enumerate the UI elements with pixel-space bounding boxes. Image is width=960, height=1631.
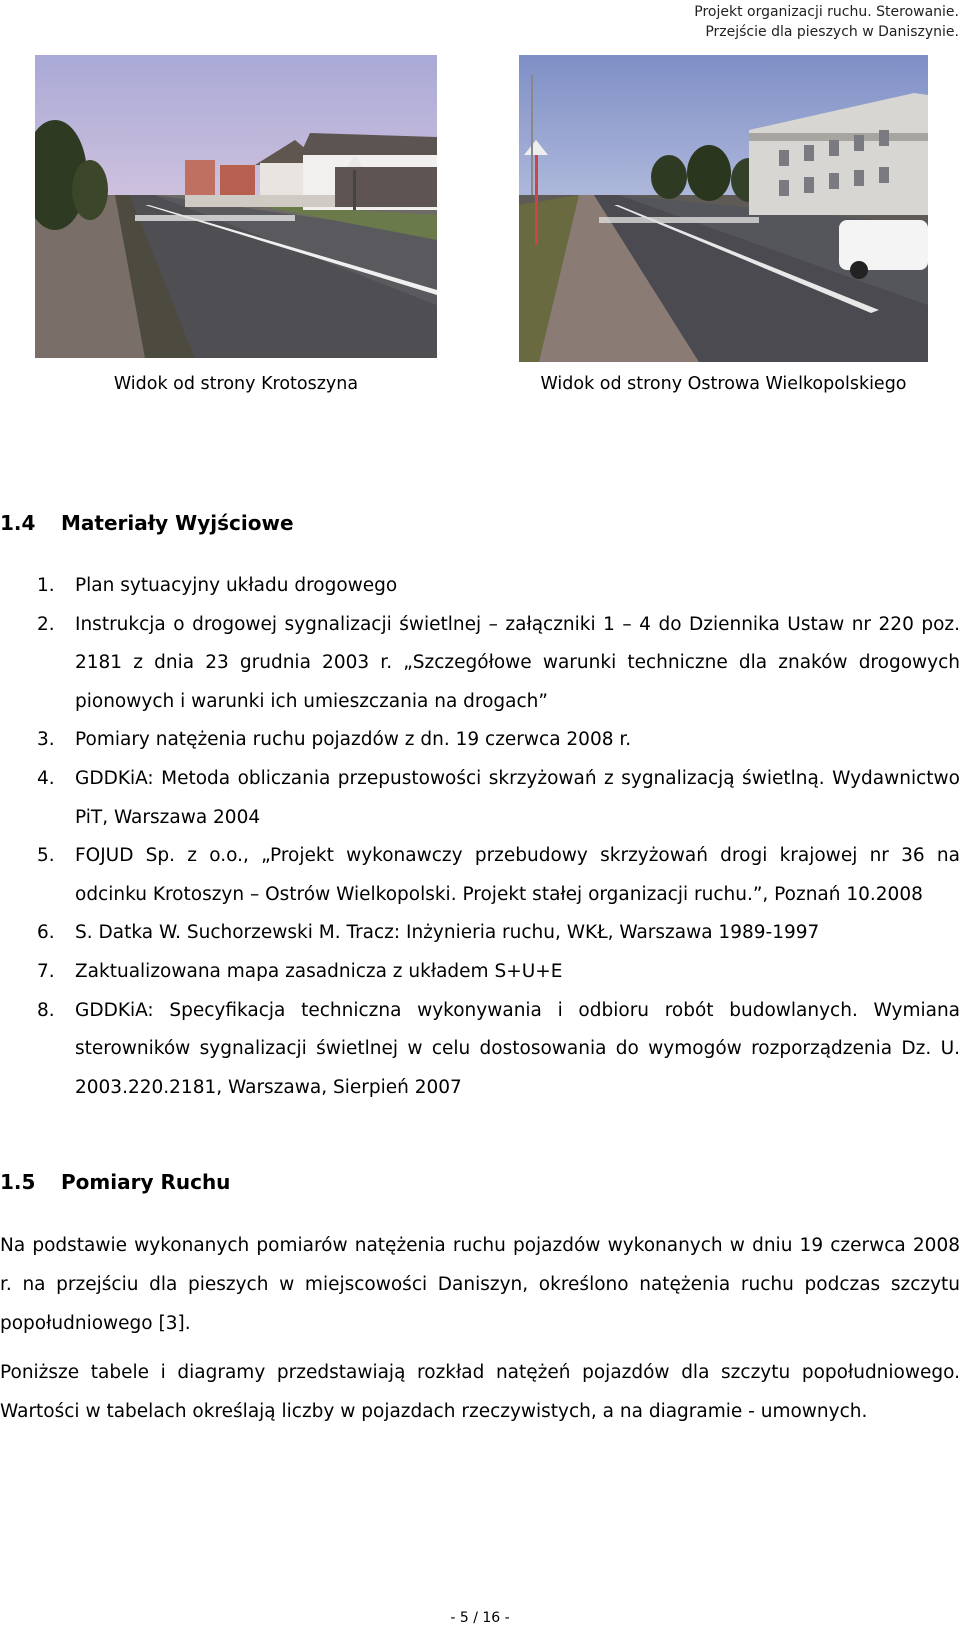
section-number: 1.4 [0, 511, 36, 535]
reference-text: GDDKiA: Specyfikacja techniczna wykonywania i odbioru robót budowlanych. Wymiana sterowników sygnalizacji świetlnej w celu dostosowania do wymogów rozporządzenia Dz. U. 2003.220.2181, Warszawa, Sierpień 2007 [75, 999, 960, 1098]
section-heading-1-5 [0, 1170, 230, 1194]
paragraph-measurements: Na podstawie wykonanych pomiarów natężenia ruchu pojazdów wykonanych w dniu 19 czerwca 2008 r. na przejściu dla pieszych w miejscowości Daniszyn, określono natężenia ruchu podczas szczytu popołudniowego [3]. [0, 1235, 960, 1334]
header-line-1: Projekt organizacji ruchu. Sterowanie. [694, 4, 959, 20]
section-title: Pomiary Ruchu [61, 1170, 231, 1194]
reference-text: Pomiary natężenia ruchu pojazdów z dn. 19 czerwca 2008 r. [75, 729, 632, 751]
reference-text: Zaktualizowana mapa zasadnicza z układem S+U+E [75, 960, 563, 982]
reference-number: 6. [37, 922, 55, 944]
reference-item [0, 760, 960, 837]
reference-number: 5. [37, 845, 55, 867]
reference-text: GDDKiA: Metoda obliczania przepustowości skrzyżowań z sygnalizacją świetlną. Wydawnictwo PiT, Warszawa 2004 [75, 767, 960, 828]
reference-item [0, 606, 960, 722]
reference-number: 1. [37, 575, 55, 596]
section-title: Materiały Wyjściowe [61, 511, 294, 535]
section-number: 1.5 [0, 1170, 36, 1194]
reference-item [0, 837, 960, 914]
reference-number: 2. [37, 613, 55, 635]
reference-number: 8. [37, 999, 55, 1021]
reference-number: 4. [37, 767, 55, 789]
reference-text: Instrukcja o drogowej sygnalizacji świetlnej – załączniki 1 – 4 do Dziennika Ustaw nr 220 poz. 2181 z dnia 23 grudnia 2003 r. „Szczegółowe warunki techniczne dla znaków drogowych pionowych i warunki ich umieszczania na drogach” [75, 613, 960, 712]
header-line-2: Przejście dla pieszych w Daniszynie. [705, 24, 959, 40]
page-header [559, 2, 959, 42]
reference-number: 3. [37, 729, 55, 751]
reference-item [0, 992, 960, 1108]
photo-krotoszyn-view [35, 55, 437, 358]
reference-text: S. Datka W. Suchorzewski M. Tracz: Inżynieria ruchu, WKŁ, Warszawa 1989-1997 [75, 922, 820, 944]
photo-ostrow-view [519, 55, 928, 362]
reference-item [0, 914, 960, 953]
section-heading-1-4 [0, 511, 294, 535]
reference-list [0, 567, 960, 1107]
photo-caption-right: Widok od strony Ostrowa Wielkopolskiego [540, 374, 907, 394]
reference-item [0, 953, 960, 992]
reference-text: FOJUD Sp. z o.o., „Projekt wykonawczy przebudowy skrzyżowań drogi krajowej nr 36 na odcinku Krotoszyn – Ostrów Wielkopolski. Projekt stałej organizacji ruchu.”, Poznań 10.2008 [75, 845, 960, 905]
page-number: - 5 / 16 - [450, 1610, 510, 1626]
paragraph-tables-description: Poniższe tabele i diagramy przedstawiają rozkład natężeń pojazdów dla szczytu popołudniowego. Wartości w tabelach określają liczby w pojazdach rzeczywistych, a na diagramie - umownych. [0, 1362, 960, 1422]
reference-number: 7. [37, 960, 55, 982]
reference-item [0, 721, 960, 760]
photo-caption-left: Widok od strony Krotoszyna [113, 374, 359, 394]
reference-text: Plan sytuacyjny układu drogowego [75, 575, 398, 596]
reference-item [0, 567, 960, 606]
